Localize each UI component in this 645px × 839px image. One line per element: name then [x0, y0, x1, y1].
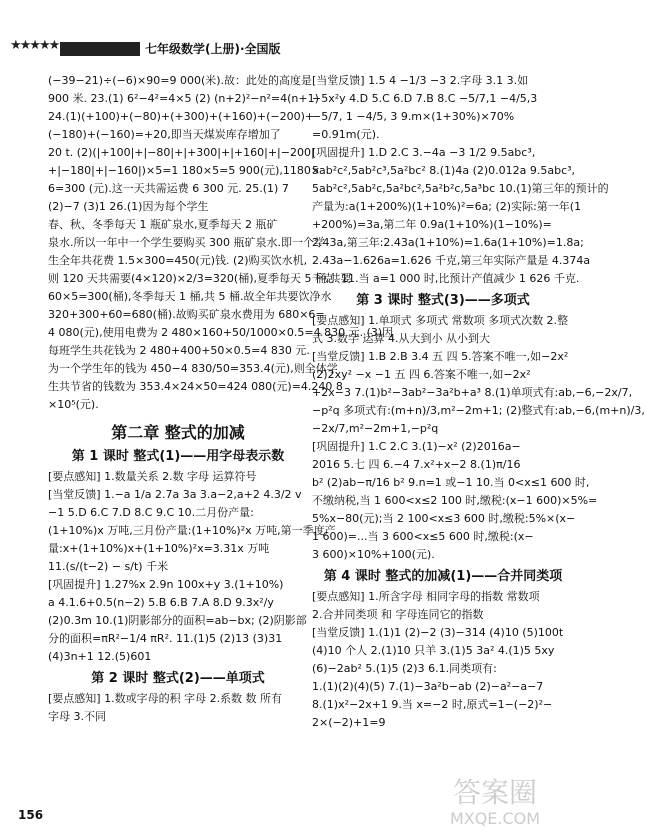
text-line: 2.43a−1.626a=1.626 千克,第三年实际产量是 4.374a	[312, 254, 591, 267]
text-line: 不缴纳税,当 1 600<x≤2 100 时,缴税:(x−1 600)×5%=	[312, 494, 598, 507]
text-line: [巩固提升] 1.27%x 2.9n 100x+y 3.(1+10%)	[48, 578, 284, 591]
text-line: −5/7, 1 −4/5, 3 9.m×(1+30%)×70%	[312, 110, 515, 123]
text-line: b² (2)ab−π/16 b² 9.n=1 或−1 10.当 0<x≤1 600 时,	[312, 476, 590, 489]
text-line: 24.(1)(+100)+(−80)+(+300)+(+160)+(−200)+	[48, 110, 315, 123]
lesson-4-title: 第 4 课时 整式的加减(1)——合并同类项	[323, 569, 563, 584]
text-line: [当堂反馈] 1.B 2.B 3.4 五 四 5.答案不唯一,如−2x²	[312, 350, 569, 363]
watermark-url: MXQE.COM	[449, 809, 541, 828]
book-title: 七年级数学(上册)·全国版	[145, 42, 281, 56]
text-line: 4 080(元),使用电费为 2 480×160+50/1000×0.5=4 830 元. (3)因	[48, 326, 394, 339]
text-line: +200%)=3a,第二年 0.9a(1+10%)(1−10%)=	[312, 218, 552, 231]
text-line: 1 600)=...当 3 600<x≤5 600 时,缴税:(x−	[312, 530, 534, 543]
watermark-text: 答案圈	[452, 776, 538, 809]
page-header	[0, 0, 585, 62]
lesson-1-title: 第 1 课时 整式(1)——用字母表示数	[71, 449, 285, 464]
text-line: [当堂反馈] 1.−a 1/a 2.7a 3a 3.a−2,a+2 4.3/2 v	[48, 488, 302, 501]
text-line: 春、秋、冬季每天 1 瓶矿泉水,夏季每天 2 瓶矿	[48, 218, 278, 231]
text-line: +|−180|+|−160|)×5=1 180×5=5 900(元),1180×	[48, 164, 321, 177]
text-line: ×10⁵(元).	[48, 398, 99, 411]
text-line: −p²q 多项式有:(m+n)/3,m²−2m+1; (2)整式有:ab,−6,(m+n)/3,	[312, 404, 645, 417]
text-line: 8.(1)x²−2x+1 9.当 x=−2 时,原式=1−(−2)²−	[312, 698, 553, 711]
text-line: 生全年共花费 1.5×300=450(元)钱. (2)购买饮水机,	[48, 254, 308, 267]
text-line: (4)3n+1 12.(5)601	[48, 650, 152, 663]
text-line: 式 3.数字 运算 4.从大到小 从小到大	[312, 332, 490, 345]
text-line: 产量为:a(1+200%)(1+10%)²=6a; (2)实际:第一年(1	[312, 200, 582, 213]
text-line: 千克. 11.当 a=1 000 时,比预计产值减少 1 626 千克.	[312, 272, 580, 285]
watermark-logo	[415, 770, 575, 830]
left-block-3	[48, 690, 308, 726]
text-line: [当堂反馈] 1.5 4 −1/3 −3 2.字母 3.1 3.如	[312, 74, 529, 87]
text-line: (2)−7 (3)1 26.(1)因为每个学生	[48, 200, 209, 213]
text-line: 5ab²c²,5ab²c,5a²bc²,5a²b²c,5a³bc 10.(1)第三年的预计的	[312, 182, 609, 195]
text-line: 2.43a,第三年:2.43a(1+10%)=1.6a(1+10%)=1.8a;	[312, 236, 584, 249]
text-line: [巩固提升] 1.C 2.C 3.(1)−x² (2)2016a−	[312, 440, 521, 453]
right-block-2	[312, 312, 645, 564]
text-line: 5ab²c²,5ab²c³,5a²bc² 8.(1)4a (2)0.012a 9.5abc³,	[312, 164, 576, 177]
left-block-2	[48, 468, 336, 666]
text-line: [要点感知] 1.所含字母 相同字母的指数 常数项	[312, 590, 540, 603]
star-decoration-icon: ★★★★★	[10, 38, 59, 53]
text-line: [巩固提升] 1.D 2.C 3.−4a −3 1/2 9.5abc³,	[312, 146, 536, 159]
text-line: 分的面积=πR²−1/4 πR². 11.(1)5 (2)13 (3)31	[48, 632, 283, 645]
text-line: [要点感知] 1.单项式 多项式 常数项 多项式次数 2.整	[312, 314, 569, 327]
text-line: 60×5=300(桶),冬季每天 1 桶,共 5 桶.故全年共要饮净水	[48, 290, 332, 303]
header-bar	[60, 42, 140, 56]
text-line: (6)−2ab² 5.(1)5 (2)3 6.1.同类项有:	[312, 662, 497, 675]
text-line: 2016 5.七 四 6.−4 7.x²+x−2 8.(1)π/16	[312, 458, 521, 471]
text-line: −5x²y 4.D 5.C 6.D 7.B 8.C −5/7,1 −4/5,3	[312, 92, 538, 105]
text-line: 则 120 天共需要(4×120)×2/3=320(桶),夏季每天 5 桶,共要	[48, 272, 352, 285]
text-line: [要点感知] 1.数或字母的积 字母 2.系数 数 所有	[48, 692, 283, 705]
text-line: 320+300+60=680(桶).故购买矿泉水费用为 680×6=	[48, 308, 325, 321]
right-column	[312, 72, 645, 732]
text-line: (2)2xy² −x −1 五 四 6.答案不唯一,如−2x²	[312, 368, 531, 381]
text-line: 6=300 (元).这一天共需运费 6 300 元. 25.(1) 7	[48, 182, 289, 195]
text-line: a 4.1.6+0.5(n−2) 5.B 6.B 7.A 8.D 9.3x²/y	[48, 596, 274, 609]
text-line: 泉水.所以一年中一个学生要购买 300 瓶矿泉水.即一个学	[48, 236, 325, 249]
text-line: 2×(−2)+1=9	[312, 716, 386, 729]
text-line: 每班学生共花钱为 2 480+400+50×0.5=4 830 元.	[48, 344, 310, 357]
text-line: (−180)+(−160)=+20,即当天煤炭库存增加了	[48, 128, 281, 141]
text-line: 为一个学生年的钱为 450−4 830/50=353.4(元),则全体学	[48, 362, 338, 375]
right-block-3	[312, 588, 574, 732]
text-line: 20 t. (2)(|+100|+|−80|+|+300|+|+160|+|−200|	[48, 146, 315, 159]
text-line: [当堂反馈] 1.(1)1 (2)−2 (3)−314 (4)10 (5)100t	[312, 626, 564, 639]
text-line: 1.(1)(2)(4)(5) 7.(1)−3a²b−ab (2)−a²−a−7	[312, 680, 544, 693]
text-line: 量:x+(1+10%)x+(1+10%)²x=3.31x 万吨	[48, 542, 270, 555]
text-line: 5%x−80(元);当 2 100<x≤3 600 时,缴税:5%×(x−	[312, 512, 576, 525]
text-line: [要点感知] 1.数量关系 2.数 字母 运算符号	[48, 470, 257, 483]
text-line: 11.(s/(t−2) − s/t) 千米	[48, 560, 169, 573]
lesson-3-title: 第 3 课时 整式(3)——多项式	[356, 293, 530, 308]
text-line: 字母 3.不同	[48, 710, 106, 723]
chapter-title: 第二章 整式的加减	[111, 423, 245, 442]
text-line: −2x/7,m²−2m+1,−p²q	[312, 422, 439, 435]
text-line: 900 米. 23.(1) 6²−4²=4×5 (2) (n+2)²−n²=4(n+1)	[48, 92, 319, 105]
lesson-2-title: 第 2 课时 整式(2)——单项式	[91, 671, 265, 686]
text-line: +2x−3 7.(1)b²−3ab²−3a²b+a³ 8.(1)单项式有:ab,−6,−2x/7,	[312, 386, 633, 399]
text-line: 生共节省的钱数为 353.4×24×50=424 080(元)=4.240 8	[48, 380, 343, 393]
text-line: (2)0.3m 10.(1)阴影部分的面积=ab−bx; (2)阴影部	[48, 614, 307, 627]
text-line: =0.91m(元).	[312, 128, 380, 141]
text-line: 2.合并同类项 和 字母连同它的指数	[312, 608, 484, 621]
text-line: (4)10 个人 2.(1)10 只羊 3.(1)5 3a² 4.(1)5 5xy	[312, 644, 555, 657]
text-line: −1 5.D 6.C 7.D 8.C 9.C 10.二月份产量:	[48, 506, 254, 519]
right-block-1	[312, 72, 609, 288]
text-line: (−39−21)÷(−6)×90=9 000(米).故：此处的高度是	[48, 74, 313, 87]
page-number: 156	[18, 808, 44, 822]
text-line: 3 600)×10%+100(元).	[312, 548, 435, 561]
text-line: (1+10%)x 万吨,三月份产量:(1+10%)²x 万吨,第一季度产	[48, 524, 336, 537]
